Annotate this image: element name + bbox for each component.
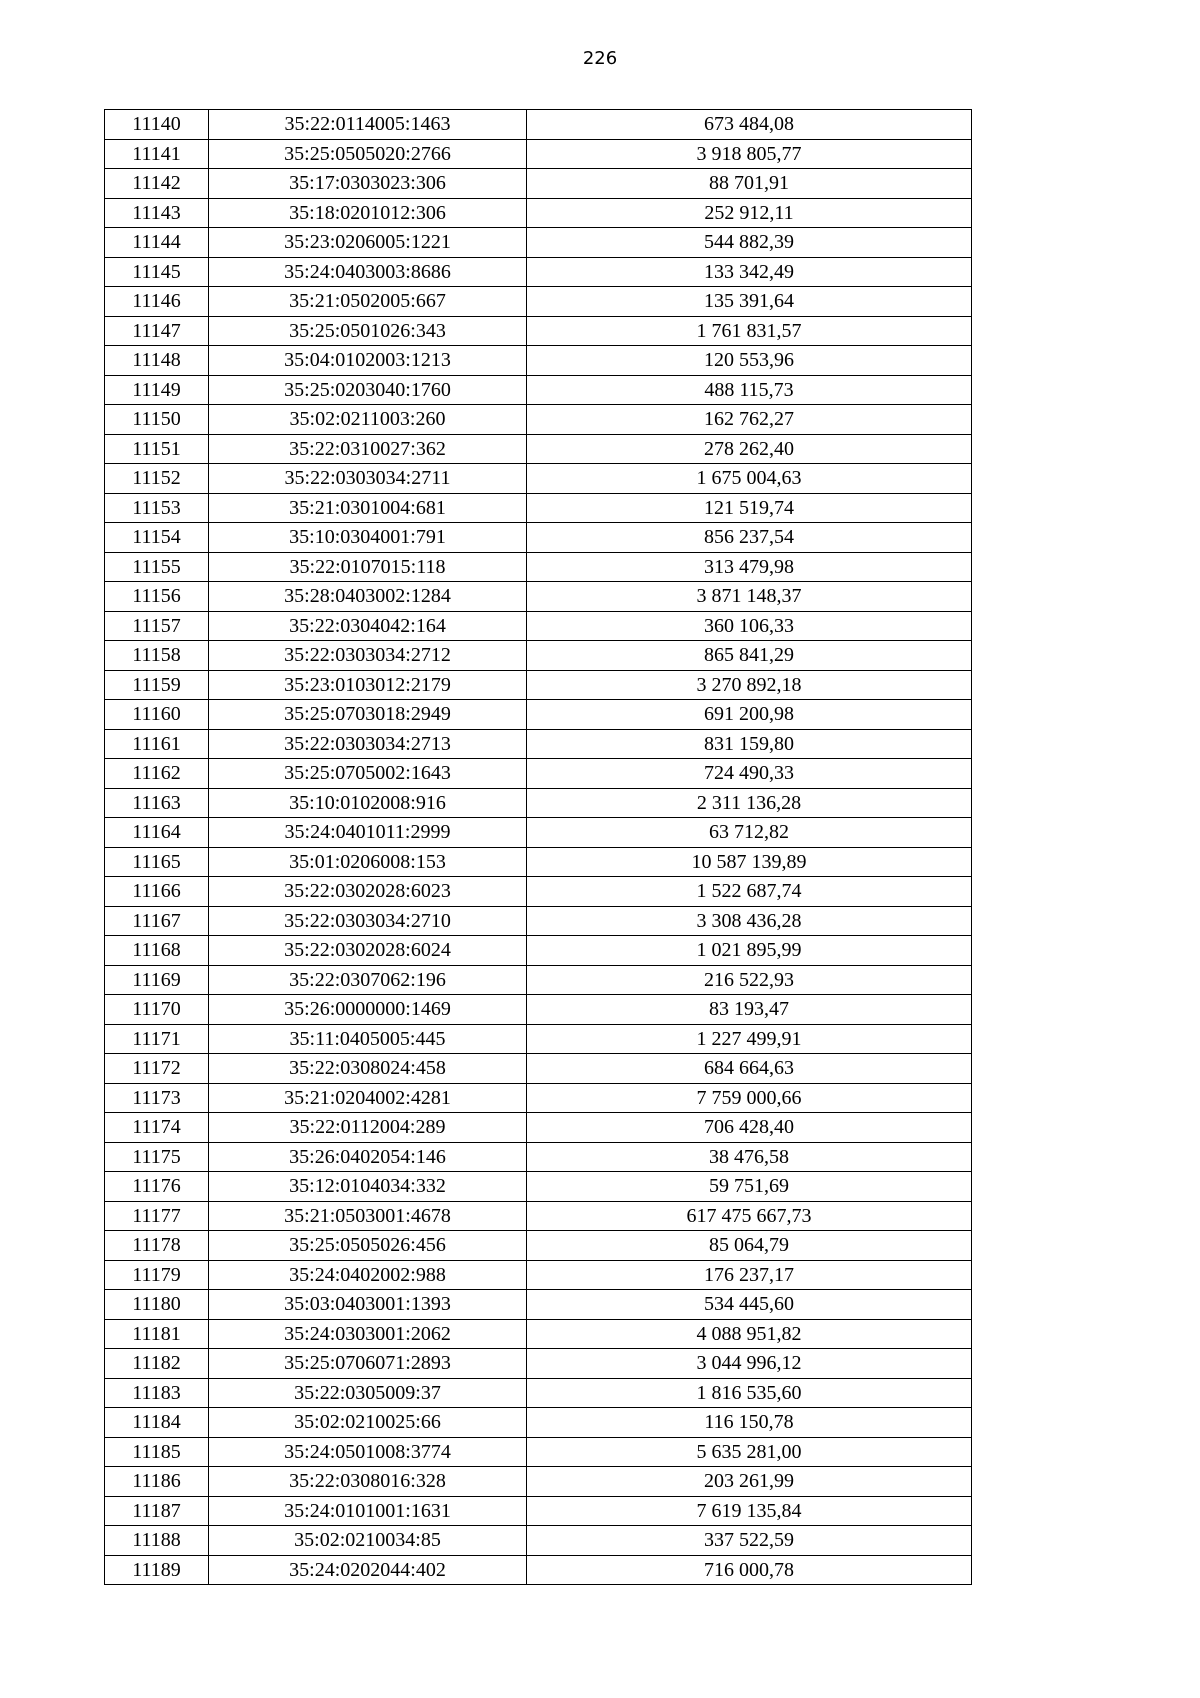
row-number-cell: 11188 bbox=[105, 1526, 209, 1556]
row-number-cell: 11176 bbox=[105, 1172, 209, 1202]
value-cell: 488 115,73 bbox=[527, 375, 972, 405]
value-cell: 534 445,60 bbox=[527, 1290, 972, 1320]
value-cell: 120 553,96 bbox=[527, 346, 972, 376]
cadastral-number-cell: 35:21:0503001:4678 bbox=[209, 1201, 527, 1231]
value-cell: 3 044 996,12 bbox=[527, 1349, 972, 1379]
value-cell: 85 064,79 bbox=[527, 1231, 972, 1261]
value-cell: 313 479,98 bbox=[527, 552, 972, 582]
value-cell: 203 261,99 bbox=[527, 1467, 972, 1497]
value-cell: 7 619 135,84 bbox=[527, 1496, 972, 1526]
row-number-cell: 11170 bbox=[105, 995, 209, 1025]
table-row bbox=[105, 641, 972, 671]
value-cell: 3 918 805,77 bbox=[527, 139, 972, 169]
table-row bbox=[105, 847, 972, 877]
row-number-cell: 11167 bbox=[105, 906, 209, 936]
cadastral-number-cell: 35:21:0502005:667 bbox=[209, 287, 527, 317]
row-number-cell: 11148 bbox=[105, 346, 209, 376]
cadastral-number-cell: 35:24:0403003:8686 bbox=[209, 257, 527, 287]
page-number: 226 bbox=[582, 48, 618, 69]
value-cell: 360 106,33 bbox=[527, 611, 972, 641]
row-number-cell: 11156 bbox=[105, 582, 209, 612]
table-row bbox=[105, 493, 972, 523]
row-number-cell: 11169 bbox=[105, 965, 209, 995]
row-number-cell: 11186 bbox=[105, 1467, 209, 1497]
cadastral-number-cell: 35:22:0303034:2712 bbox=[209, 641, 527, 671]
row-number-cell: 11150 bbox=[105, 405, 209, 435]
row-number-cell: 11178 bbox=[105, 1231, 209, 1261]
table-row bbox=[105, 523, 972, 553]
row-number-cell: 11174 bbox=[105, 1113, 209, 1143]
table-row bbox=[105, 1319, 972, 1349]
cadastral-number-cell: 35:26:0000000:1469 bbox=[209, 995, 527, 1025]
cadastral-number-cell: 35:24:0303001:2062 bbox=[209, 1319, 527, 1349]
value-cell: 1 816 535,60 bbox=[527, 1378, 972, 1408]
value-cell: 865 841,29 bbox=[527, 641, 972, 671]
cadastral-number-cell: 35:22:0305009:37 bbox=[209, 1378, 527, 1408]
row-number-cell: 11144 bbox=[105, 228, 209, 258]
cadastral-number-cell: 35:18:0201012:306 bbox=[209, 198, 527, 228]
row-number-cell: 11147 bbox=[105, 316, 209, 346]
cadastral-number-cell: 35:02:0210025:66 bbox=[209, 1408, 527, 1438]
table-row bbox=[105, 1408, 972, 1438]
cadastral-number-cell: 35:26:0402054:146 bbox=[209, 1142, 527, 1172]
value-cell: 3 270 892,18 bbox=[527, 670, 972, 700]
value-cell: 83 193,47 bbox=[527, 995, 972, 1025]
value-cell: 1 675 004,63 bbox=[527, 464, 972, 494]
table-row bbox=[105, 1437, 972, 1467]
row-number-cell: 11189 bbox=[105, 1555, 209, 1585]
table-row bbox=[105, 1142, 972, 1172]
row-number-cell: 11175 bbox=[105, 1142, 209, 1172]
row-number-cell: 11179 bbox=[105, 1260, 209, 1290]
value-cell: 116 150,78 bbox=[527, 1408, 972, 1438]
cadastral-number-cell: 35:22:0114005:1463 bbox=[209, 110, 527, 140]
value-cell: 10 587 139,89 bbox=[527, 847, 972, 877]
table-row bbox=[105, 316, 972, 346]
row-number-cell: 11173 bbox=[105, 1083, 209, 1113]
row-number-cell: 11181 bbox=[105, 1319, 209, 1349]
row-number-cell: 11162 bbox=[105, 759, 209, 789]
table-row bbox=[105, 700, 972, 730]
table-row bbox=[105, 464, 972, 494]
table-row bbox=[105, 1526, 972, 1556]
table-row bbox=[105, 965, 972, 995]
table-row bbox=[105, 1496, 972, 1526]
cadastral-number-cell: 35:25:0705002:1643 bbox=[209, 759, 527, 789]
value-cell: 38 476,58 bbox=[527, 1142, 972, 1172]
value-cell: 337 522,59 bbox=[527, 1526, 972, 1556]
row-number-cell: 11168 bbox=[105, 936, 209, 966]
row-number-cell: 11180 bbox=[105, 1290, 209, 1320]
cadastral-number-cell: 35:22:0303034:2710 bbox=[209, 906, 527, 936]
cadastral-number-cell: 35:24:0402002:988 bbox=[209, 1260, 527, 1290]
cadastral-number-cell: 35:22:0308016:328 bbox=[209, 1467, 527, 1497]
row-number-cell: 11161 bbox=[105, 729, 209, 759]
cadastral-number-cell: 35:24:0202044:402 bbox=[209, 1555, 527, 1585]
table-row bbox=[105, 287, 972, 317]
value-cell: 724 490,33 bbox=[527, 759, 972, 789]
table-row bbox=[105, 434, 972, 464]
table-row bbox=[105, 1054, 972, 1084]
value-cell: 252 912,11 bbox=[527, 198, 972, 228]
cadastral-number-cell: 35:22:0107015:118 bbox=[209, 552, 527, 582]
cadastral-number-cell: 35:23:0206005:1221 bbox=[209, 228, 527, 258]
cadastral-number-cell: 35:21:0204002:4281 bbox=[209, 1083, 527, 1113]
cadastral-number-cell: 35:22:0302028:6023 bbox=[209, 877, 527, 907]
table-row bbox=[105, 729, 972, 759]
table-row bbox=[105, 257, 972, 287]
table-row bbox=[105, 228, 972, 258]
row-number-cell: 11151 bbox=[105, 434, 209, 464]
cadastral-number-cell: 35:22:0112004:289 bbox=[209, 1113, 527, 1143]
value-cell: 856 237,54 bbox=[527, 523, 972, 553]
cadastral-number-cell: 35:22:0308024:458 bbox=[209, 1054, 527, 1084]
cadastral-number-cell: 35:22:0303034:2711 bbox=[209, 464, 527, 494]
value-cell: 278 262,40 bbox=[527, 434, 972, 464]
cadastral-number-cell: 35:17:0303023:306 bbox=[209, 169, 527, 199]
cadastral-number-cell: 35:04:0102003:1213 bbox=[209, 346, 527, 376]
value-cell: 121 519,74 bbox=[527, 493, 972, 523]
value-cell: 544 882,39 bbox=[527, 228, 972, 258]
row-number-cell: 11160 bbox=[105, 700, 209, 730]
table-row bbox=[105, 405, 972, 435]
table-row bbox=[105, 198, 972, 228]
table-row bbox=[105, 936, 972, 966]
value-cell: 162 762,27 bbox=[527, 405, 972, 435]
row-number-cell: 11140 bbox=[105, 110, 209, 140]
row-number-cell: 11185 bbox=[105, 1437, 209, 1467]
value-cell: 2 311 136,28 bbox=[527, 788, 972, 818]
value-cell: 1 227 499,91 bbox=[527, 1024, 972, 1054]
table-row bbox=[105, 1555, 972, 1585]
table-row bbox=[105, 1113, 972, 1143]
row-number-cell: 11163 bbox=[105, 788, 209, 818]
value-cell: 63 712,82 bbox=[527, 818, 972, 848]
cadastral-number-cell: 35:24:0401011:2999 bbox=[209, 818, 527, 848]
table-row bbox=[105, 906, 972, 936]
row-number-cell: 11143 bbox=[105, 198, 209, 228]
cadastral-number-cell: 35:24:0101001:1631 bbox=[209, 1496, 527, 1526]
cadastral-number-cell: 35:22:0307062:196 bbox=[209, 965, 527, 995]
row-number-cell: 11154 bbox=[105, 523, 209, 553]
cadastral-number-cell: 35:22:0303034:2713 bbox=[209, 729, 527, 759]
row-number-cell: 11164 bbox=[105, 818, 209, 848]
cadastral-number-cell: 35:25:0505020:2766 bbox=[209, 139, 527, 169]
table-row bbox=[105, 375, 972, 405]
table-row bbox=[105, 1260, 972, 1290]
cadastral-number-cell: 35:25:0505026:456 bbox=[209, 1231, 527, 1261]
cadastral-number-cell: 35:25:0203040:1760 bbox=[209, 375, 527, 405]
value-cell: 4 088 951,82 bbox=[527, 1319, 972, 1349]
row-number-cell: 11149 bbox=[105, 375, 209, 405]
cadastral-number-cell: 35:22:0302028:6024 bbox=[209, 936, 527, 966]
cadastral-value-table bbox=[104, 109, 972, 1585]
value-cell: 673 484,08 bbox=[527, 110, 972, 140]
table-row bbox=[105, 1467, 972, 1497]
row-number-cell: 11142 bbox=[105, 169, 209, 199]
row-number-cell: 11182 bbox=[105, 1349, 209, 1379]
cadastral-number-cell: 35:25:0703018:2949 bbox=[209, 700, 527, 730]
cadastral-number-cell: 35:25:0706071:2893 bbox=[209, 1349, 527, 1379]
value-cell: 684 664,63 bbox=[527, 1054, 972, 1084]
table-row bbox=[105, 1024, 972, 1054]
value-cell: 135 391,64 bbox=[527, 287, 972, 317]
table-row bbox=[105, 169, 972, 199]
cadastral-number-cell: 35:10:0102008:916 bbox=[209, 788, 527, 818]
table-row bbox=[105, 110, 972, 140]
value-cell: 706 428,40 bbox=[527, 1113, 972, 1143]
table-row bbox=[105, 759, 972, 789]
row-number-cell: 11177 bbox=[105, 1201, 209, 1231]
value-cell: 176 237,17 bbox=[527, 1260, 972, 1290]
row-number-cell: 11183 bbox=[105, 1378, 209, 1408]
table-row bbox=[105, 1378, 972, 1408]
cadastral-number-cell: 35:02:0210034:85 bbox=[209, 1526, 527, 1556]
value-cell: 133 342,49 bbox=[527, 257, 972, 287]
row-number-cell: 11165 bbox=[105, 847, 209, 877]
table-row bbox=[105, 877, 972, 907]
cadastral-number-cell: 35:22:0310027:362 bbox=[209, 434, 527, 464]
row-number-cell: 11141 bbox=[105, 139, 209, 169]
table-row bbox=[105, 788, 972, 818]
cadastral-number-cell: 35:02:0211003:260 bbox=[209, 405, 527, 435]
row-number-cell: 11152 bbox=[105, 464, 209, 494]
cadastral-number-cell: 35:11:0405005:445 bbox=[209, 1024, 527, 1054]
row-number-cell: 11153 bbox=[105, 493, 209, 523]
table-row bbox=[105, 139, 972, 169]
row-number-cell: 11187 bbox=[105, 1496, 209, 1526]
table-body bbox=[105, 110, 972, 1585]
value-cell: 617 475 667,73 bbox=[527, 1201, 972, 1231]
row-number-cell: 11157 bbox=[105, 611, 209, 641]
cadastral-number-cell: 35:22:0304042:164 bbox=[209, 611, 527, 641]
row-number-cell: 11158 bbox=[105, 641, 209, 671]
row-number-cell: 11159 bbox=[105, 670, 209, 700]
table-row bbox=[105, 346, 972, 376]
value-cell: 1 761 831,57 bbox=[527, 316, 972, 346]
table-row bbox=[105, 1290, 972, 1320]
cadastral-number-cell: 35:24:0501008:3774 bbox=[209, 1437, 527, 1467]
cadastral-number-cell: 35:28:0403002:1284 bbox=[209, 582, 527, 612]
table-row bbox=[105, 582, 972, 612]
value-cell: 88 701,91 bbox=[527, 169, 972, 199]
value-cell: 1 522 687,74 bbox=[527, 877, 972, 907]
cadastral-number-cell: 35:12:0104034:332 bbox=[209, 1172, 527, 1202]
row-number-cell: 11184 bbox=[105, 1408, 209, 1438]
row-number-cell: 11166 bbox=[105, 877, 209, 907]
row-number-cell: 11155 bbox=[105, 552, 209, 582]
table-row bbox=[105, 552, 972, 582]
row-number-cell: 11145 bbox=[105, 257, 209, 287]
value-cell: 216 522,93 bbox=[527, 965, 972, 995]
cadastral-number-cell: 35:03:0403001:1393 bbox=[209, 1290, 527, 1320]
table-row bbox=[105, 995, 972, 1025]
value-cell: 3 871 148,37 bbox=[527, 582, 972, 612]
value-cell: 5 635 281,00 bbox=[527, 1437, 972, 1467]
cadastral-number-cell: 35:01:0206008:153 bbox=[209, 847, 527, 877]
row-number-cell: 11171 bbox=[105, 1024, 209, 1054]
table-row bbox=[105, 1231, 972, 1261]
table-row bbox=[105, 1083, 972, 1113]
table-row bbox=[105, 1349, 972, 1379]
value-cell: 831 159,80 bbox=[527, 729, 972, 759]
table-row bbox=[105, 1201, 972, 1231]
row-number-cell: 11146 bbox=[105, 287, 209, 317]
value-cell: 59 751,69 bbox=[527, 1172, 972, 1202]
cadastral-number-cell: 35:23:0103012:2179 bbox=[209, 670, 527, 700]
row-number-cell: 11172 bbox=[105, 1054, 209, 1084]
table-row bbox=[105, 818, 972, 848]
cadastral-number-cell: 35:10:0304001:791 bbox=[209, 523, 527, 553]
value-cell: 7 759 000,66 bbox=[527, 1083, 972, 1113]
value-cell: 716 000,78 bbox=[527, 1555, 972, 1585]
table-row bbox=[105, 670, 972, 700]
value-cell: 1 021 895,99 bbox=[527, 936, 972, 966]
table-row bbox=[105, 1172, 972, 1202]
value-cell: 691 200,98 bbox=[527, 700, 972, 730]
value-cell: 3 308 436,28 bbox=[527, 906, 972, 936]
cadastral-number-cell: 35:25:0501026:343 bbox=[209, 316, 527, 346]
table-row bbox=[105, 611, 972, 641]
cadastral-number-cell: 35:21:0301004:681 bbox=[209, 493, 527, 523]
